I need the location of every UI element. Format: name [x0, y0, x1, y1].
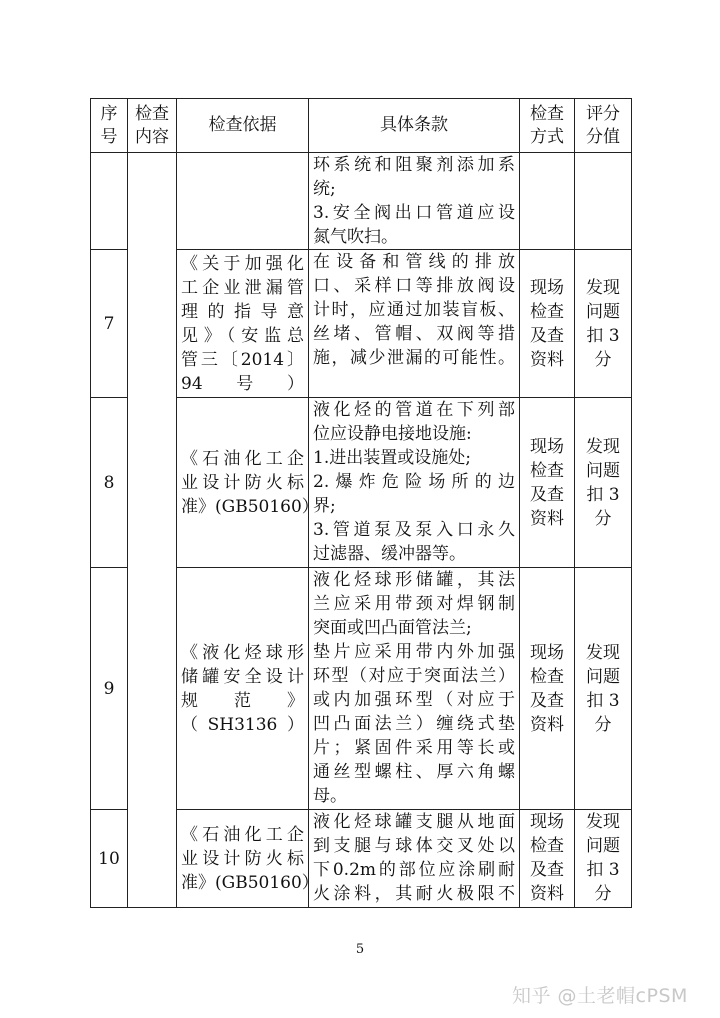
text-line: 丝堵、管帽、双阀等措: [313, 324, 515, 344]
text-line: 界;: [313, 496, 336, 516]
text-line: 现场: [530, 642, 564, 663]
content-cell: [128, 153, 177, 908]
text-line: 液化烃球罐支腿从地面: [313, 812, 515, 832]
page-number: 5: [355, 942, 365, 957]
score-cell: [575, 398, 632, 568]
text-line: 下0.2m的部位应涂刷耐: [313, 860, 515, 880]
method-cell: [520, 153, 575, 250]
text-line: 统;: [313, 179, 336, 199]
text-line: 现场: [530, 436, 564, 457]
basis-cell: [177, 250, 309, 398]
score-cell: [575, 810, 632, 908]
text-line: 兰应采用带颈对焊钢制: [313, 594, 515, 614]
text-line: 及查: [530, 860, 564, 880]
text-line: 分: [594, 714, 612, 735]
text-line: 问题: [586, 460, 620, 481]
text-line: 《石油化工企: [181, 824, 304, 845]
score-cell: [575, 153, 632, 250]
text-line: 片；紧固件采用等长或: [313, 738, 515, 758]
header-content: 检查 内容: [128, 99, 177, 153]
text-line: 环型（对应于突面法兰）: [313, 666, 515, 686]
text-line: 分: [594, 349, 612, 370]
text-line: 扣 3: [586, 860, 620, 880]
header-method: 检查 方式: [520, 99, 575, 153]
text-line: 管三〔2014〕: [181, 349, 304, 370]
text-line: 规 范 》: [181, 690, 304, 711]
text-line: 理的指导意: [181, 301, 304, 322]
text-line: 发现: [586, 812, 620, 832]
method-cell: [520, 568, 575, 810]
text-line: 发现: [586, 436, 620, 457]
text-line: 到支腿与球体交叉处以: [313, 836, 515, 856]
text-line: 准》(GB50160）: [181, 496, 319, 517]
text-line: 资料: [530, 508, 564, 529]
text-line: 2.爆炸危险场所的边: [313, 472, 515, 492]
text-line: 见》（安监总: [181, 325, 304, 346]
text-line: 发现: [586, 642, 620, 663]
text-line: 业设计防火标: [181, 848, 304, 869]
text-line: 口、采样口等排放阀设: [313, 276, 515, 296]
text-line: 火涂料，其耐火极限不: [313, 884, 515, 904]
header-basis: 检查依据: [177, 99, 309, 153]
text-line: 及查: [530, 484, 564, 505]
seq-cell: 10: [91, 810, 128, 908]
header-seq: 序号: [91, 99, 128, 153]
text-line: 业设计防火标: [181, 472, 304, 493]
text-line: 扣 3: [586, 484, 620, 505]
seq-cell: 8: [91, 398, 128, 568]
text-line: 检查: [530, 836, 564, 856]
method-cell: [520, 398, 575, 568]
text-line: 过滤器、缓冲器等。: [313, 544, 466, 564]
text-line: 《液化烃球形: [181, 642, 304, 663]
text-line: 储罐安全设计: [181, 666, 304, 687]
text-line: 94号）: [181, 373, 304, 394]
text-line: 在设备和管线的排放: [313, 252, 515, 272]
text-line: 3.管道泵及泵入口永久: [313, 520, 515, 540]
text-line: 及查: [530, 690, 564, 711]
clause-cell: [309, 810, 520, 908]
text-line: 分: [594, 884, 612, 904]
text-line: 施，减少泄漏的可能性。: [313, 348, 515, 368]
score-cell: [575, 250, 632, 398]
text-line: 位应设静电接地设施:: [313, 424, 472, 444]
basis-cell: [177, 153, 309, 250]
text-line: 或内加强环型（对应于: [313, 690, 515, 710]
text-line: 准》(GB50160）: [181, 872, 319, 893]
seq-cell: [91, 153, 128, 250]
table-row-continued: [91, 153, 632, 250]
text-line: 凹凸面法兰）缠绕式垫: [313, 714, 515, 734]
header-row: [91, 99, 632, 153]
text-line: 现场: [530, 812, 564, 832]
inspection-table: [90, 98, 632, 908]
text-line: 1.进出装置或设施处;: [313, 448, 471, 468]
text-line: 资料: [530, 714, 564, 735]
clause-cell: [309, 250, 520, 398]
text-line: 《石油化工企: [181, 448, 304, 469]
text-line: 问题: [586, 666, 620, 687]
text-line: 计时，应通过加装盲板、: [313, 300, 515, 320]
text-line: 工企业泄漏管: [181, 277, 304, 298]
watermark: 知乎 @土老帽cPSM: [512, 985, 688, 1007]
text-line: 检查: [530, 666, 564, 687]
text-line: 液化烃球形储罐，其法: [313, 570, 515, 590]
text-line: 环系统和阻聚剂添加系: [313, 155, 515, 175]
text-line: 液化烃的管道在下列部: [313, 400, 515, 420]
text-line: 3.安全阀出口管道应设: [313, 203, 515, 223]
basis-cell: [177, 398, 319, 568]
text-line: 《关于加强化: [181, 253, 304, 274]
text-line: 扣 3: [586, 325, 620, 346]
clause-cell: [309, 153, 520, 250]
seq-cell: 7: [91, 250, 128, 398]
basis-cell: [177, 568, 309, 810]
header-score: 评分 分值: [575, 99, 632, 153]
basis-cell: [177, 810, 319, 908]
clause-cell: [309, 568, 520, 810]
method-cell: [520, 810, 575, 908]
text-line: 发现: [586, 277, 620, 298]
text-line: 检查: [530, 301, 564, 322]
text-line: 通丝型螺柱、厚六角螺: [313, 762, 515, 782]
text-line: 扣 3: [586, 690, 620, 711]
method-cell: [520, 250, 575, 398]
text-line: 氮气吹扫。: [313, 227, 398, 247]
text-line: 分: [594, 508, 612, 529]
score-cell: [575, 568, 632, 810]
seq-cell: 9: [91, 568, 128, 810]
header-clause: 具体条款: [309, 99, 520, 153]
text-line: 母。: [313, 786, 347, 806]
text-line: 突面或凹凸面管法兰;: [313, 618, 472, 638]
text-line: 资料: [530, 884, 564, 904]
text-line: 现场: [530, 277, 564, 298]
text-line: （SH3136）: [181, 714, 304, 735]
text-line: 问题: [586, 836, 620, 856]
text-line: 垫片应采用带内外加强: [313, 642, 515, 662]
text-line: 检查: [530, 460, 564, 481]
text-line: 问题: [586, 301, 620, 322]
text-line: 资料: [530, 349, 564, 370]
text-line: 及查: [530, 325, 564, 346]
clause-cell: [309, 398, 520, 568]
